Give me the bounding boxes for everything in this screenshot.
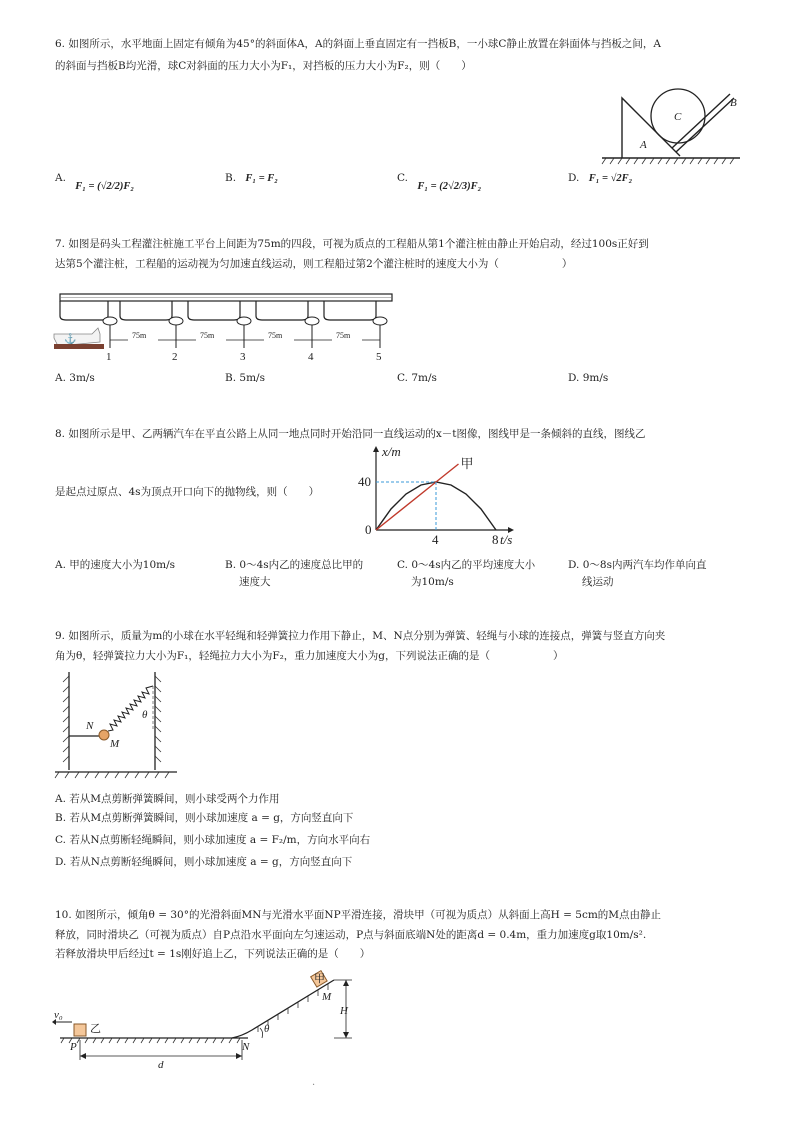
q6-option-c-letter: C. (397, 172, 408, 184)
q10-label-jia: 甲 (314, 973, 325, 985)
q10-block-yi (74, 1024, 86, 1036)
q6-label-b: B (730, 97, 737, 109)
q6-option-d-formula: F₁ = √2F₂ (588, 173, 633, 184)
q7-text-line1: 7. 如图是码头工程灌注桩施工平台上间距为75m的四段，可视为质点的工程船从第1个灌注桩由静止开始启动，经过100s正好到 (55, 238, 649, 250)
q9-ball (99, 730, 109, 740)
q8-series-jia-line (376, 464, 459, 530)
q7-pile-5: 5 (376, 351, 382, 363)
q9-option-d[interactable]: D. 若从N点剪断轻绳瞬间，则小球加速度 a = g，方向竖直向下 (55, 856, 353, 868)
q7-pile-2: 2 (172, 351, 178, 363)
q8-y-tick-40: 40 (358, 474, 371, 489)
q9-label-m: M (110, 738, 120, 750)
q7-pile-3: 3 (240, 351, 246, 363)
q7-span-1: 75m (132, 331, 147, 340)
q6-option-d-letter: D. (568, 172, 580, 184)
q8-option-b-line2: 速度大 (239, 576, 271, 588)
q6-label-a: A (640, 139, 647, 151)
q6-wedge-a (622, 98, 680, 158)
q10-text-line1: 10. 如图所示，倾角θ = 30°的光滑斜面MN与光滑水平面NP平滑连接，滑块甲（可视为质点）从斜面上高H = 5cm的M点由静止 (55, 909, 662, 921)
q6-option-c-formula: F₁ = (2√2/3)F₂ (417, 181, 482, 192)
q7-pile-heads (103, 317, 387, 325)
q7-option-c[interactable]: C. 7m/s (397, 372, 437, 384)
q6-label-c: C (674, 111, 682, 123)
q10-label-d: d (158, 1059, 164, 1071)
q7-pile-1: 1 (106, 351, 112, 363)
q6-option-d[interactable] (568, 170, 632, 187)
q8-x-label: t/s (500, 532, 513, 547)
q7-span-3: 75m (268, 331, 283, 340)
q10-label-p: P (70, 1041, 77, 1053)
q9-figure (55, 670, 179, 780)
q9-option-a[interactable]: A. 若从M点剪断弹簧瞬间，则小球受两个力作用 (55, 793, 280, 805)
q7-text-line2: 达第5个灌注桩，工程船的运动视为匀加速直线运动，则工程船过第2个灌注桩时的速度大小为（ ） (55, 258, 573, 270)
q8-option-d-line2: 线运动 (582, 576, 614, 588)
q6-option-b-formula: F₁ = F₂ (245, 173, 278, 184)
q9-text-line2: 角为θ，轻弹簧拉力大小为F₁，轻绳拉力大小为F₂，重力加速度大小为g，下列说法正确的是（ ） (55, 650, 564, 662)
footer-mark: · (312, 1080, 316, 1091)
q7-span-4: 75m (336, 331, 351, 340)
q6-text-line2: 的斜面与挡板B均光滑，球C对斜面的压力大小为F₁，对挡板的压力大小为F₂，则（ ） (55, 60, 472, 72)
q8-chart (358, 442, 518, 546)
q10-label-h: H (340, 1005, 348, 1017)
q7-option-d[interactable]: D. 9m/s (568, 372, 609, 384)
q9-option-c[interactable]: C. 若从N点剪断轻绳瞬间，则小球加速度 a = F₂/m，方向水平向右 (55, 834, 371, 846)
q8-option-d[interactable] (568, 557, 706, 591)
q6-option-c[interactable] (397, 170, 482, 192)
q8-text-line1: 8. 如图所示是甲、乙两辆汽车在平直公路上从同一地点同时开始沿同一直线运动的x－t图像，图线甲是一条倾斜的直线，图线乙 (55, 428, 646, 440)
q6-option-a[interactable] (55, 170, 134, 192)
q6-ground-hatch (602, 158, 734, 164)
q10-label-theta: θ (264, 1023, 270, 1035)
q8-y-axis-arrow (373, 446, 379, 452)
q8-tick-origin: 0 (365, 522, 372, 537)
q8-x-tick-8: 8 (492, 532, 499, 547)
q10-figure (52, 968, 362, 1071)
q6-figure (600, 90, 742, 166)
q9-label-theta: θ (142, 709, 148, 721)
q6-option-b[interactable] (225, 170, 278, 187)
q6-text-line1: 6. 如图所示，水平地面上固定有倾角为45°的斜面体A，A的斜面上垂直固定有一挡板B，一小球C静止放置在斜面体与挡板之间，A (55, 38, 661, 50)
q8-series-jia-label: 甲 (460, 456, 474, 471)
q8-x-tick-4: 4 (432, 532, 439, 547)
q10-text-line3: 若释放滑块甲后经过t = 1s刚好追上乙，下列说法正确的是（ ） (55, 948, 371, 960)
q8-option-a[interactable]: A. 甲的速度大小为10m/s (55, 559, 176, 571)
q7-span-2: 75m (200, 331, 215, 340)
q7-option-b[interactable]: B. 5m/s (225, 372, 265, 384)
q8-option-c-line1: C. 0～4s内乙的平均速度大小 (397, 559, 536, 571)
q8-option-b[interactable] (225, 557, 363, 591)
q10-text-line2: 释放，同时滑块乙（可视为质点）自P点沿水平面向左匀速运动，P点与斜面底端N处的距离d = 0.4m，重力加速度g取10m/s². (55, 929, 647, 941)
q10-label-n: N (242, 1041, 250, 1053)
q9-option-b[interactable]: B. 若从M点剪断弹簧瞬间，则小球加速度 a = g，方向竖直向下 (55, 812, 354, 824)
q9-label-n: N (86, 720, 94, 732)
q10-incline (232, 980, 334, 1038)
q7-pile-4: 4 (308, 351, 314, 363)
q8-option-b-line1: B. 0～4s内乙的速度总比甲的 (225, 559, 364, 571)
q8-option-c[interactable] (397, 557, 535, 591)
q6-option-a-letter: A. (55, 172, 66, 184)
anchor-icon: ⚓ (64, 334, 77, 345)
q6-option-b-letter: B. (225, 172, 237, 184)
q8-option-d-line1: D. 0～8s内两汽车均作单向直 (568, 559, 707, 571)
q10-label-v0: v₀ (54, 1009, 63, 1021)
q10-label-m: M (322, 991, 332, 1003)
q8-y-label: x/m (382, 444, 401, 459)
q9-text-line1: 9. 如图所示，质量为m的小球在水平轻绳和轻弹簧拉力作用下静止，M、N点分别为弹簧、轻绳与小球的连接点，弹簧与竖直方向夹 (55, 630, 666, 642)
q6-option-a-formula: F₁ = (√2/2)F₂ (75, 181, 134, 192)
q7-boat (54, 328, 104, 349)
q8-option-c-line2: 为10m/s (411, 576, 454, 588)
q10-label-yi: 乙 (90, 1023, 101, 1035)
q7-option-a[interactable]: A. 3m/s (55, 372, 95, 384)
q8-text-line2: 是起点过原点、4s为顶点开口向下的抛物线，则（ ） (55, 486, 320, 498)
q7-figure (52, 290, 397, 362)
